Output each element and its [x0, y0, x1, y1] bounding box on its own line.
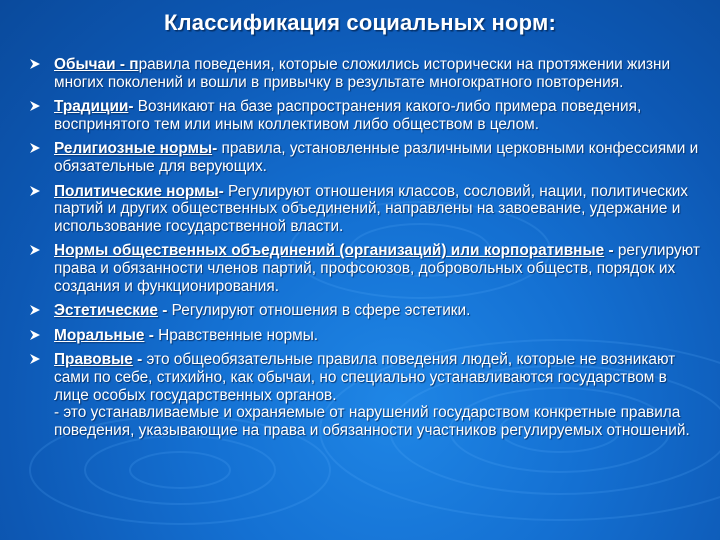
list-item [28, 351, 704, 439]
arrowhead-bullet-icon [28, 141, 42, 155]
item-term: Традиции [54, 98, 129, 116]
norms-list [28, 56, 704, 446]
item-text: Возникают на базе распространения какого-либо примера поведения, воспринятого тем или иным коллективом либо обществом в целом. [54, 98, 642, 133]
item-term: Моральные [54, 326, 145, 344]
list-item [28, 242, 704, 295]
item-dash: - [128, 98, 138, 116]
item-dash: - [608, 242, 618, 260]
list-item [28, 140, 704, 175]
arrowhead-bullet-icon [28, 184, 42, 198]
arrowhead-bullet-icon [28, 99, 42, 113]
item-dash: - [212, 140, 222, 158]
item-text: правила, установленные различными церковными конфессиями и обязательные для верующих. [54, 140, 699, 175]
item-term: Эстетические [54, 302, 158, 320]
item-text: Нравственные нормы. [158, 326, 319, 344]
arrowhead-bullet-icon [28, 352, 42, 366]
arrowhead-bullet-icon [28, 57, 42, 71]
list-item [28, 56, 704, 91]
item-text: Регулируют отношения классов, сословий, нации, политических партий и других общественных объединений, направлены на завоевание, удержание и использование государственной власти. [54, 182, 689, 235]
item-term: Нормы общественных объединений (организаций) или корпоративные [54, 242, 605, 260]
item-dash: - [218, 182, 228, 200]
slide-title: Классификация социальных норм: [163, 10, 556, 35]
arrowhead-bullet-icon [28, 303, 42, 317]
item-term: Правовые [54, 351, 133, 369]
list-item [28, 98, 704, 133]
list-item [28, 327, 704, 345]
arrowhead-bullet-icon [28, 243, 42, 257]
arrowhead-bullet-icon [28, 328, 42, 342]
item-term: Политические нормы [54, 182, 219, 200]
item-dash: - [157, 302, 172, 320]
item-text: регулируют права и обязанности членов партий, профсоюзов, добровольных обществ, порядок их создания и функционирования. [54, 242, 700, 295]
item-text: Регулируют отношения в сфере эстетики. [171, 302, 471, 320]
item-term: Религиозные нормы [54, 140, 213, 158]
item-term: Обычаи - п [54, 56, 139, 73]
list-item [28, 183, 704, 236]
item-text: равила поведения, которые сложились исторически на протяжении жизни многих поколений и вошли в привычку в результате многократного повторения. [54, 56, 671, 91]
item-text: это общеобязательные правила поведения людей, которые не возникают сами по себе, стихийно, как обычаи, но специально устанавливаются государством в лице особых государственных органов. [54, 351, 676, 404]
item-dash: - [132, 351, 147, 369]
list-item [28, 302, 704, 320]
item-dash: - [144, 326, 159, 344]
item-continuation: - это устанавливаемые и охраняемые от нарушений государством конкретные правила поведения, указывающие на права и обязанности участников регулируемых отношений. [54, 404, 690, 439]
